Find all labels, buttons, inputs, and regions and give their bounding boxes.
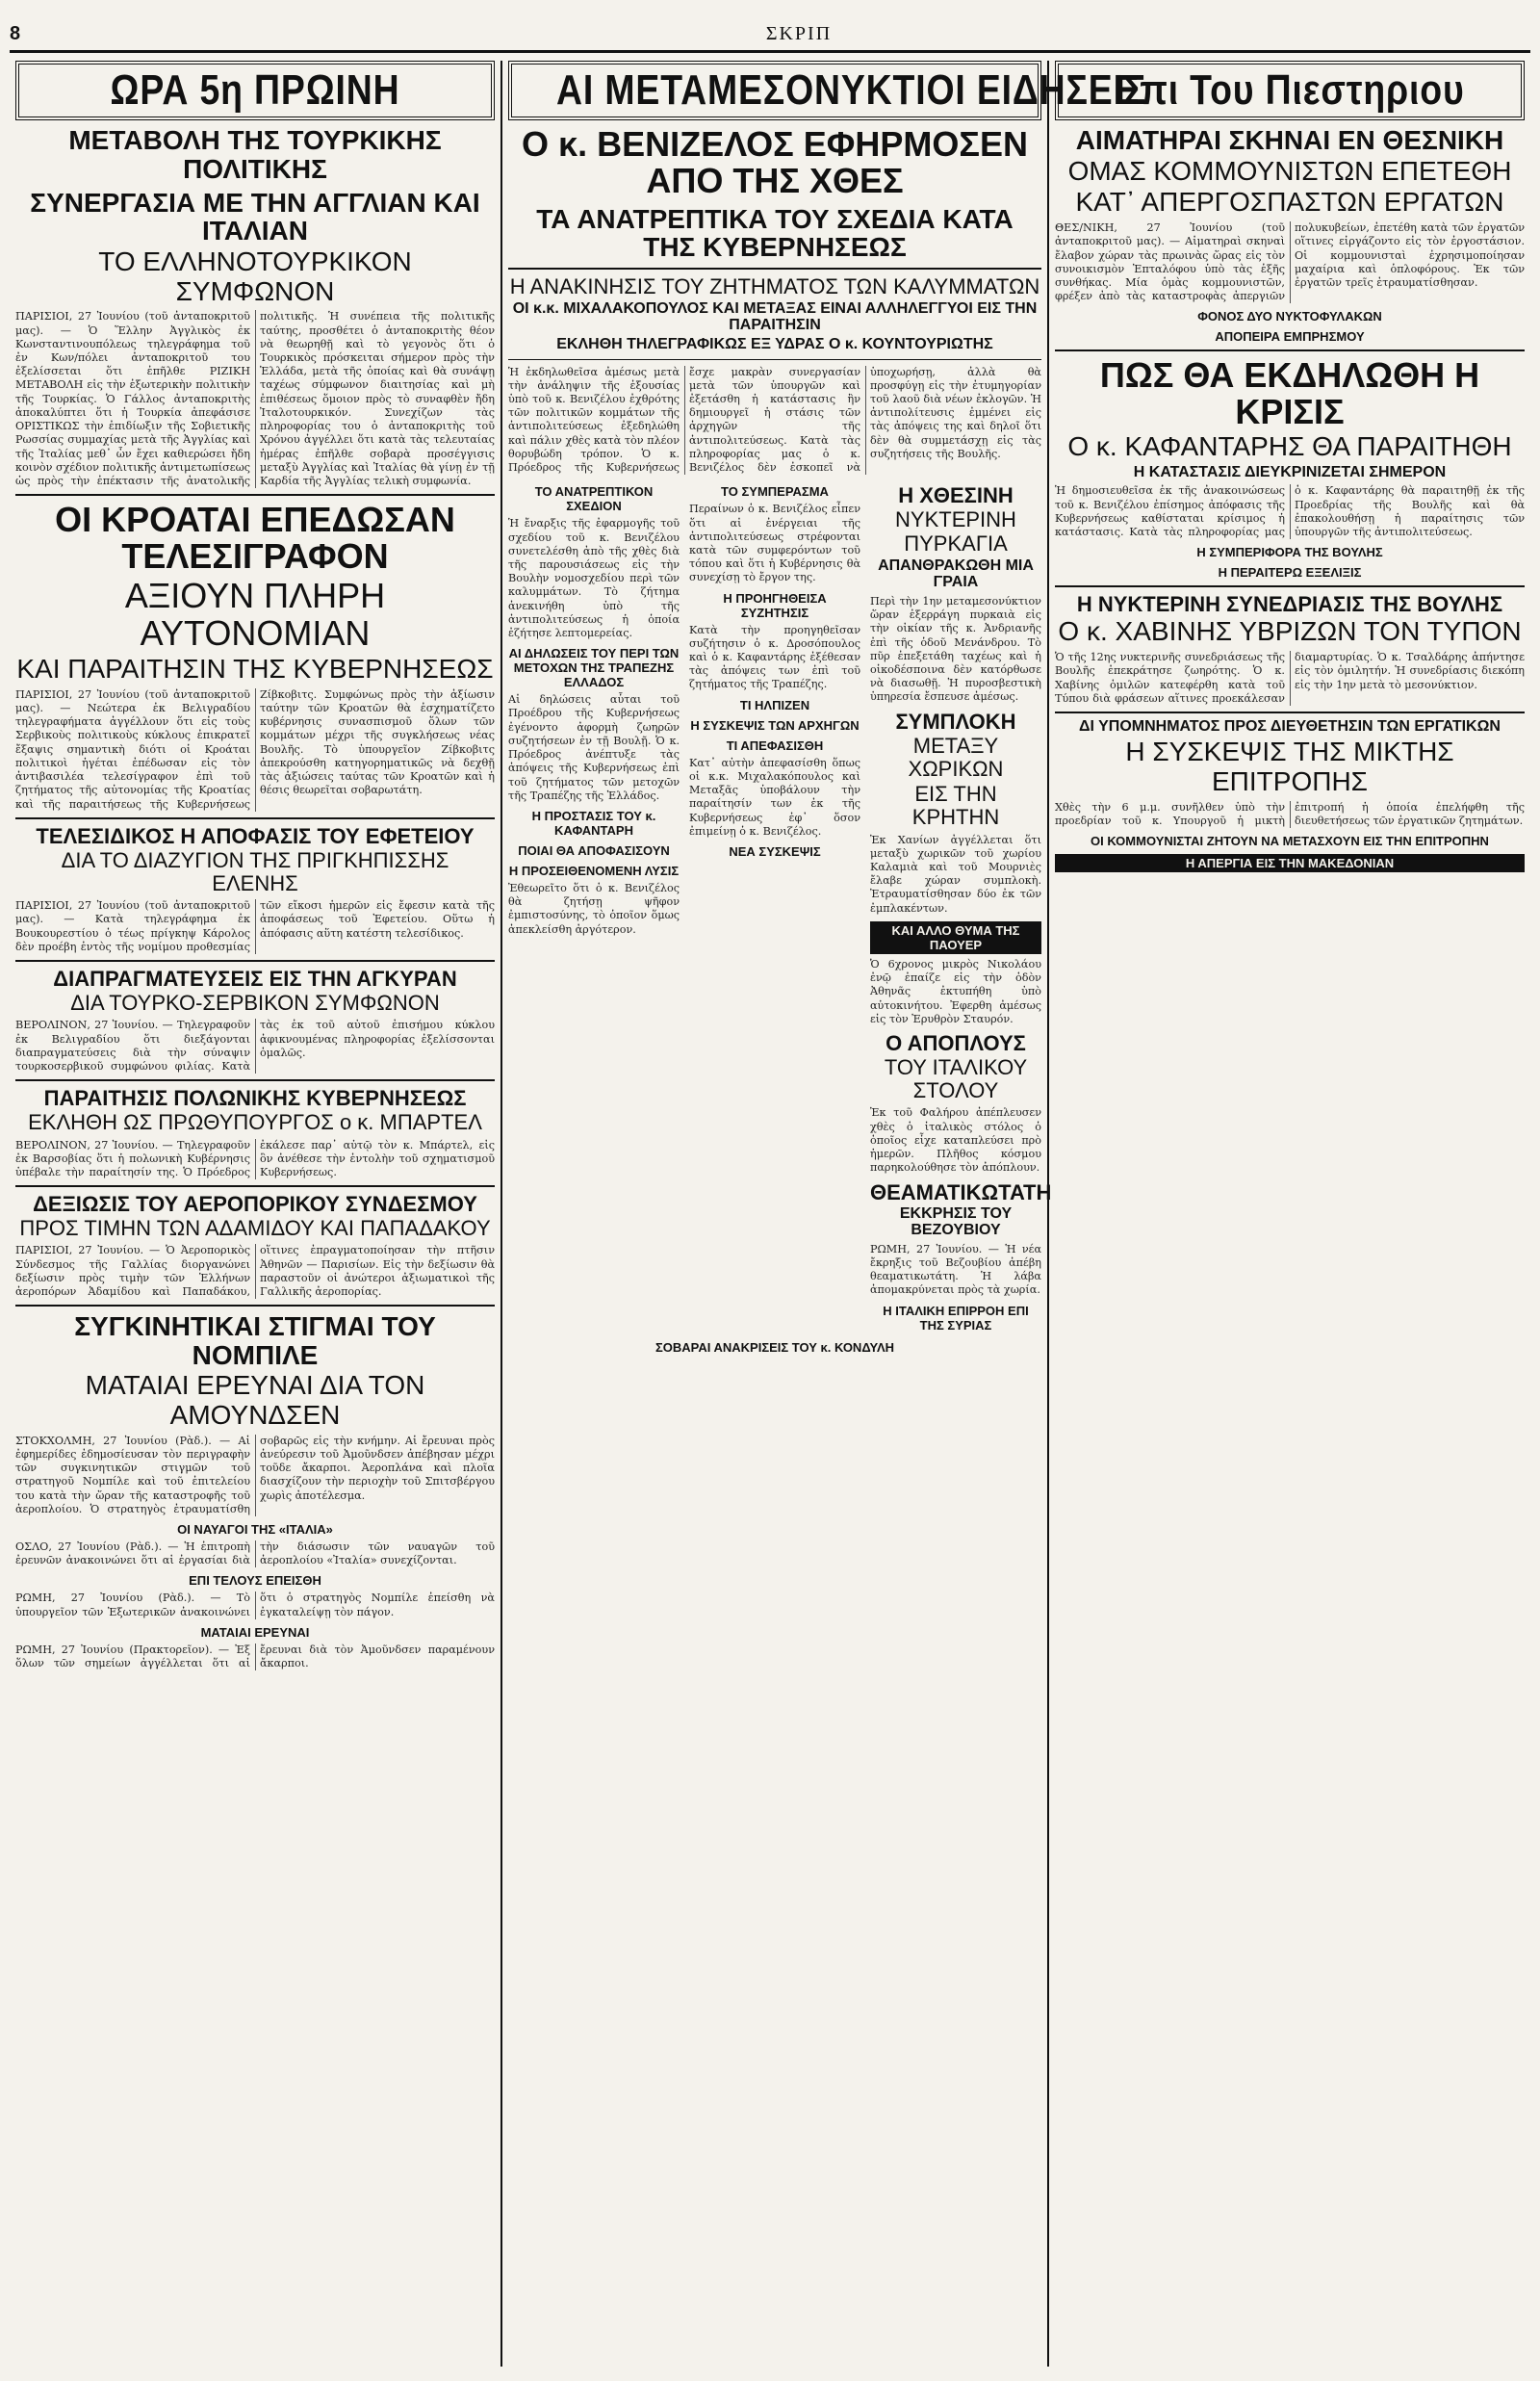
headline-divorce: ΔΙΑ ΤΟ ΔΙΑΖΥΓΙΟΝ ΤΗΣ ΠΡΙΓΚΗΠΙΣΣΗΣ ΕΛΕΝΗΣ xyxy=(61,847,449,896)
headline-court: ΤΕΛΕΣΙΔΙΚΟΣ Η ΑΠΟΦΑΣΙΣ ΤΟΥ ΕΦΕΤΕΙΟΥ xyxy=(36,823,475,848)
subhead-decided: ΤΙ ΑΠΕΦΑΣΙΣΘΗ xyxy=(726,738,824,753)
subhead-solution: Η ΠΡΟΣΕΙΘΕΝΟΜΕΝΗ ΛΥΣΙΣ xyxy=(508,864,680,878)
mid-left xyxy=(508,479,680,1333)
article-croats: ΠΑΡΙΣΙΟΙ, 27 Ἰουνίου (τοῦ ἀνταποκριτοῦ μας). — Νεώτερα ἐκ Βελιγραδίου τηλεγραφήματα ἀγγέλλουν ὅτι εἰς τοὺς Σερβικοὺς πολιτικοὺς κύκλους ἐπικρατεῖ ἔξαψις σημαντικὴ διότι οἱ Κροάται πολιτικοὶ ἡγέται ἐπέδωσαν εἰς τὸν ἀντιβασιλέα τελεσίγραφον ἐπὶ τοῦ ζητήματος τῆς αὐτονομίας τῆς Κροατίας καὶ τῆς παραιτήσεως τῆς Κυβερνήσεως Ζίβκοβιτς. Συμφώνως πρὸς τὴν ἀξίωσιν ταύτην τῶν Κροατῶν θὰ ἐσχηματίζετο κυβέρνησις συνασπισμοῦ ὅλων τῶν κομμάτων μέχρι τῆς συγκλήσεως νέας Βουλῆς. Τὸ ὑπουργεῖον Ζίβκοβιτς ἀπεκρούσθη κατηγορηματικῶς νὰ δεχθῇ τὰς ἀξιώσεις ταύτας τῶν Κροατῶν καὶ ἡ θέσις θεωρεῖται σοβαρωτάτη. xyxy=(15,687,495,811)
headline-night-fire: ΝΥΚΤΕΡΙΝΗ ΠΥΡΚΑΓΙΑ xyxy=(895,507,1016,556)
headline-coverings: Η ΑΝΑΚΙΝΗΣΙΣ ΤΟΥ ΖΗΤΗΜΑΤΟΣ ΤΩΝ ΚΑΛΥΜΜΑΤΩΝ xyxy=(509,273,1040,298)
subhead-kafantaris: Η ΠΡΟΣΤΑΣΙΣ ΤΟΥ κ. ΚΑΦΑΝΤΑΡΗ xyxy=(531,809,656,838)
subhead-new-meeting: ΝΕΑ ΣΥΣΚΕΨΙΣ xyxy=(729,844,821,859)
article-power: Ὁ 6χρονος μικρὸς Νικολάου ἐνῷ ἐπαίζε εἰς τὴν ὁδὸν Ἀθηνᾶς ἐκτυπήθη ὑπὸ αὐτοκινήτου. Ἐφερθη ἀμέσως εἰς τὸν Ἐρυθρὸν Σταυρόν. xyxy=(870,957,1041,1025)
divider xyxy=(15,1079,495,1081)
article-debate: Κατὰ τὴν προηγηθεῖσαν συζήτησιν ὁ κ. Δροσόπουλος καὶ ὁ κ. Καφαντάρης ἐξέθεσαν τὰς ἀπόψεις των ἐπὶ τοῦ ζητήματος τῆς Τραπέζης. xyxy=(689,623,860,691)
headline-bloody: ΑΙΜΑΤΗΡΑΙ ΣΚΗΝΑΙ ΕΝ ΘΕΣΝΙΚΗ xyxy=(1075,125,1504,156)
article-crisis: Ἡ δημοσιευθεῖσα ἐκ τῆς ἀνακοινώσεως τοῦ κ. Βενιζέλου ἐπίσημος ἀπόφασις τῆς Κυβερνήσεως καθίσταται κρίσιμος ἡ κατάστασις. Κατὰ τὰς πληροφορίας μας ὁ κ. Καφαντάρης θὰ παραιτηθῇ ἐκ τῆς Προεδρίας τῆς Βουλῆς καὶ θὰ ἐπακολουθήσῃ ἡ παραίτησις τῶν ὑπουργῶν τῆς ἀντιπολιτεύσεως. xyxy=(1055,484,1525,539)
article-solution: Ἐθεωρεῖτο ὅτι ὁ κ. Βενιζέλος θὰ ζητήσῃ ψῆφον ἐμπιστοσύνης, τὸ ὁποῖον ὅμως ἀπεκλείσθη ἀργότερον. xyxy=(508,882,680,936)
headline-vesuvius: ΕΚΚΡΗΣΙΣ ΤΟΥ ΒΕΖΟΥΒΙΟΥ xyxy=(899,1204,1013,1239)
article-persuaded: ΡΩΜΗ, 27 Ἰουνίου (Ρὰδ.). — Τὸ ὑπουργεῖον τῶν Ἐξωτερικῶν ἀνακοινώνει ὅτι ὁ στρατηγὸς Νομπίλε ἐπείσθη νὰ ἐγκαταλείψῃ τὸν πάγον. xyxy=(15,1592,495,1618)
headline-nobile: ΣΥΓΚΙΝΗΤΙΚΑΙ ΣΤΙΓΜΑΙ ΤΟΥ ΝΟΜΠΙΛΕ xyxy=(74,1311,436,1370)
headline-memo: ΔΙ ΥΠΟΜΝΗΜΑΤΟΣ ΠΡΟΣ ΔΙΕΥΘΕΤΗΣΙΝ ΤΩΝ ΕΡΓΑΤΙΚΩΝ xyxy=(1079,718,1501,736)
article-fire: Περὶ τὴν 1ην μεταμεσονύκτιον ὥραν ἐξερράγη πυρκαιὰ εἰς τὴν οἰκίαν τῆς κ. Ἀνδριανῆς ἐπὶ τῆς ὁδοῦ Μενάνδρου. Τὸ πῦρ ἐπεξετάθη ταχέως καὶ ἡ οἰκοδέσποινα δὲν κατόρθωσε νὰ διασωθῇ. Ἡ πυροσβεστικὴ ὑπηρεσία ἔσπευσε ἀμέσως. xyxy=(870,594,1041,704)
columns xyxy=(10,61,1530,2367)
article-ankara: ΒΕΡΟΛΙΝΟΝ, 27 Ἰουνίου. — Τηλεγραφοῦν ἐκ Βελιγραδίου ὅτι διεξάγονται διαπραγματεύσεις διὰ τὴν σύναψιν τουρκοσερβικοῦ συμφώνου φιλίας. Κατὰ τὰς ἐκ τοῦ αὐτοῦ ἐπισήμου κύκλου ἀφικνουμένας πληροφορίας ἐξελίσσονται ὁμαλῶς. xyxy=(15,1019,495,1074)
running-head: ΣΚΡΙΠ xyxy=(765,22,833,44)
article-conclusion: Περαίνων ὁ κ. Βενιζέλος εἶπεν ὅτι αἱ ἐνέργειαι τῆς ἀντιπολιτεύσεως στρέφονται κατὰ τῶν συμφερόντων τοῦ τόπου καὶ ὅτι ἡ Κυβέρνησις θὰ συνεχίσῃ τὸ ἔργον της. xyxy=(689,503,860,584)
headline-havinis: Ο κ. ΧΑΒΙΝΗΣ ΥΒΡΙΖΩΝ ΤΟΝ ΤΥΠΟΝ xyxy=(1058,616,1522,647)
divider xyxy=(508,359,1041,360)
headline-communists: ΟΜΑΣ ΚΟΜΜΟΥΝΙΣΤΩΝ ΕΠΕΤΕΘΗ xyxy=(1067,155,1512,186)
headline-departure: Ο ΑΠΟΠΛΟΥΣ xyxy=(886,1030,1026,1055)
article-fleet: Ἐκ τοῦ Φαλήρου ἀπέπλευσεν χθὲς ὁ ἰταλικὸς στόλος ὁ ὁποῖος εἶχε καταπλεύσει πρὸ ἡμερῶν. Πλῆθος κόσμου παρηκολούθησε τὸν ἀπόπλουν. xyxy=(870,1106,1041,1175)
footer-inquiries: ΣΟΒΑΡΑΙ ΑΝΑΚΡΙΣΕΙΣ ΤΟΥ κ. ΚΟΝΔΥΛΗ xyxy=(654,1339,895,1355)
divider xyxy=(508,268,1041,270)
divider xyxy=(15,960,495,962)
article-vesuvius: ΡΩΜΗ, 27 Ἰουνίου. — Ἡ νέα ἔκρηξις τοῦ Βεζουβίου ἀπέβη θεαματικωτάτη. Ἡ λάβα ἀπομακρύνεται πρὸς τὰ χωρία. xyxy=(870,1242,1041,1297)
headline-committee: Η ΣΥΣΚΕΨΙΣ ΤΗΣ ΜΙΚΤΗΣ ΕΠΙΤΡΟΠΗΣ xyxy=(1125,736,1454,796)
column-middle xyxy=(502,61,1147,2367)
subhead-hoped: ΤΙ ΗΛΠΙΖΕΝ xyxy=(739,697,810,712)
headline-amundsen: ΜΑΤΑΙΑΙ ΕΡΕΥΝΑΙ ΔΙΑ ΤΟΝ ΑΜΟΥΝΔΣΕΝ xyxy=(85,1370,425,1430)
article-session: Ὁ τῆς 12ης νυκτερινῆς συνεδριάσεως τῆς Βουλῆς ἐπεκράτησε ζωηρότης. Ὁ κ. Χαβίνης ὁμιλῶν κατεφέρθη κατὰ τοῦ Τύπου διὰ φράσεων αἵτινες προεκάλεσαν διαμαρτυρίας. Ὁ κ. Τσαλδάρης ἀπήντησε εἰς τὸν ὁμιλητήν. Ἡ συνεδρίασις διεκόπη εἰς τὴν 1ην μετὰ τὸ μεσονύκτιον. xyxy=(1055,651,1525,705)
headline-clash: ΣΥΜΠΛΟΚΗ xyxy=(895,709,1016,734)
article-turkish-policy: ΠΑΡΙΣΙΟΙ, 27 Ἰουνίου (τοῦ ἀνταποκριτοῦ μας). — Ὁ Ἕλλην Ἀγγλικὸς ἐκ Κωνσταντινουπόλεως τηλεγράφημα τοῦ ἐν Κων/πόλει ἀνταποκριτοῦ του ἐξελίσσεται ὅτι ἐπῆλθε ΡΙΖΙΚΗ ΜΕΤΑΒΟΛΗ εἰς τὴν ἐξωτερικὴν πολιτικὴν τῆς Τουρκίας. Ὁ Γάλλος ἀνταποκριτὴς ἀποκαλύπτει ὅτι ἡ Τουρκία ἀπεφάσισε ΟΡΙΣΤΙΚΩΣ τὴν ἐπιδίωξιν τῆς Σοβιετικῆς Ρωσσίας συμμαχίας μετὰ τῆς Ἀγγλίας καὶ τῆς Ἰταλίας μεθ᾽ ὧν ἔχει καθιερώσει ἤδη κοινὸν σχέδιον πολιτικῆς ἀντιμετωπίσεως ὡς πρὸς τὴν ἐπέκτασιν τῆς ἀνατολικῆς πολιτικῆς. Ἡ συνέπεια τῆς πολιτικῆς ταύτης, προσθέτει ὁ ἀνταποκριτὴς θέον νὰ θεωρηθῇ καὶ τὸ γεγονὸς ὅτι ὁ Τουρκικὸς πρόσκειται σήμερον πρὸς τὴν Ἑλλάδα, μετὰ τῆς ὁποίας καὶ θὰ συνάψῃ ταχέως σύμφωνον διαιτησίας καὶ μὴ ἐπιθέσεως ὅμοιον πρὸς τὸ συναφθὲν ἤδη Ἰταλοτουρκικόν. Συνεχίζων τὰς πληροφορίας του ὁ ἀνταποκριτὴς τοῦ Χρόνου ἀγγέλλει ὅτι κατὰ τὰς τελευταίας ἡμέρας ἐπῆλθε σοβαρὰ προσέγγισις μεταξὺ Ἀγγλίας καὶ Ἰταλίας θὰ γίνῃ ἐν τῇ Καρδία τῆς Ἀγγλίας τελικὴ συμφωνία. xyxy=(15,310,495,487)
divider xyxy=(15,1305,495,1307)
headline-aero: ΔΕΞΙΩΣΙΣ ΤΟΥ ΑΕΡΟΠΟΡΙΚΟΥ ΣΥΝΔΕΣΜΟΥ xyxy=(33,1192,477,1217)
headline-ministers: ΟΙ κ.κ. ΜΙΧΑΛΑΚΟΠΟΥΛΟΣ ΚΑΙ ΜΕΤΑΞΑΣ ΕΙΝΑΙ ΑΛΛΗΛΕΓΓΥΟΙ ΕΙΣ ΤΗΝ ΠΑΡΑΙΤΗΣΙΝ xyxy=(512,299,1038,334)
subhead-evolution: Η ΠΕΡΑΙΤΕΡΩ ΕΞΕΛΙΞΙΣ xyxy=(1218,565,1362,581)
mid-right xyxy=(870,479,1052,1333)
headline-aviators: ΠΡΟΣ ΤΙΜΗΝ ΤΩΝ ΑΔΑΜΙΔΟΥ ΚΑΙ ΠΑΠΑΔΑΚΟΥ xyxy=(19,1216,491,1241)
divider xyxy=(15,817,495,819)
headline-poland: ΠΑΡΑΙΤΗΣΙΣ ΠΟΛΩΝΙΚΗΣ ΚΥΒΕΡΝΗΣΕΩΣ xyxy=(43,1086,467,1111)
article-venizelos: Ἡ ἐκδηλωθεῖσα ἀμέσως μετὰ τὴν ἀνάληψιν τῆς ἐξουσίας ὑπὸ τοῦ κ. Βενιζέλου ἐχθρότης τῶν πολιτικῶν κομμάτων τῆς ἀντιπολιτεύσεως ἐξεδηλώθη καὶ πάλιν χθὲς κατὰ τὸν πλέον θορυβώδη τρόπον. Ὁ κ. Πρόεδρος τῆς Κυβερνήσεως ἔσχε μακρὰν συνεργασίαν μετὰ τῶν ὑπουργῶν καὶ ἐξετάσθη ἡ κατάστασις ἣν δημιουργεῖ ἡ στάσις τῶν ἀρχηγῶν τῆς ἀντιπολιτεύσεως. Κατὰ τὰς πληροφορίας μας ὁ κ. Βενιζέλος δὲν ἐσκοπεῖ νὰ ὑποχωρήσῃ, ἀλλὰ θὰ προσφύγῃ εἰς τὴν ἐτυμηγορίαν τοῦ λαοῦ διὰ νέων ἐκλογῶν. Ἡ ἀντιπολίτευσις ἐμμένει εἰς τὰς ἀπόψεις της καὶ δηλοῖ ὅτι δὲν θὰ συμμετάσχῃ εἰς τὰς συζητήσεις τῆς Βουλῆς. xyxy=(508,365,1041,475)
headline-resignation: ΚΑΙ ΠΑΡΑΙΤΗΣΙΝ ΤΗΣ ΚΥΒΕΡΝΗΣΕΩΣ xyxy=(16,653,494,684)
subhead-arson: ΑΠΟΠΕΙΡΑ ΕΜΠΡΗΣΜΟΥ xyxy=(1215,329,1365,345)
divider xyxy=(15,1185,495,1187)
subhead-italia: ΟΙ ΝΑΥΑΓΟΙ ΤΗΣ «ΙΤΑΛΙΑ» xyxy=(177,1522,333,1538)
subhead-macedonia-strike: Η ΑΠΕΡΓΙΑ ΕΙΣ ΤΗΝ ΜΑΚΕΔΟΝΙΑΝ xyxy=(1055,854,1525,872)
subhead-communists-join: ΟΙ ΚΟΜΜΟΥΝΙΣΤΑΙ ΖΗΤΟΥΝ ΝΑ ΜΕΤΑΣΧΟΥΝ ΕΙΣ ΤΗΝ ΕΠΙΤΡΟΠΗΝ xyxy=(1091,833,1489,848)
divider xyxy=(1055,712,1525,713)
banner-midnight-news: ΑΙ ΜΕΤΑΜΕΣΟΝΥΚΤΙΟΙ ΕΙΔΗΣΕΙΣ xyxy=(508,61,1041,120)
subhead-who-decide: ΠΟΙΑΙ ΘΑ ΑΠΟΦΑΣΙΣΟΥΝ xyxy=(518,843,670,858)
subhead-guards: ΦΟΝΟΣ ΔΥΟ ΝΥΚΤΟΦΥΛΑΚΩΝ xyxy=(1197,309,1382,324)
headline-fleet: ΤΟΥ ΙΤΑΛΙΚΟΥ ΣΤΟΛΟΥ xyxy=(884,1055,1028,1103)
divider xyxy=(1055,585,1525,587)
article-searches: ΡΩΜΗ, 27 Ἰουνίου (Πρακτορεῖον). — Ἐξ ὅλων τῶν σημείων ἀγγέλλεται ὅτι αἱ ἔρευναι διὰ τὸν Ἀμοῦνδσεν παραμένουν ἄκαρποι. xyxy=(15,1643,495,1670)
article-decided: Κατ᾽ αὐτὴν ἀπεφασίσθη ὅπως οἱ κ.κ. Μιχαλακόπουλος καὶ Μεταξᾶς ὑποβάλουν τὴν παραίτησίν των ἐκ τῆς Κυβερνήσεως ἐφ᾽ ὅσον ἐπιμείνῃ ὁ κ. Βενιζέλος. xyxy=(689,756,860,838)
headline-greek-turkish: ΤΟ ΕΛΛΗΝΟΤΟΥΡΚΙΚΟΝ ΣΥΜΦΩΝΟΝ xyxy=(98,246,412,306)
headline-villagers: ΜΕΤΑΞΥ ΧΩΡΙΚΩΝ xyxy=(908,733,1004,781)
mid-center xyxy=(689,479,860,1333)
subhead-syria: Η ΙΤΑΛΙΚΗ ΕΠΙΡΡΟΗ ΕΠΙ ΤΗΣ ΣΥΡΙΑΣ xyxy=(883,1303,1029,1333)
subhead-debate: Η ΠΡΟΗΓΗΘΕΙΣΑ ΣΥΖΗΤΗΣΙΣ xyxy=(723,590,827,620)
headline-spectacular: ΘΕΑΜΑΤΙΚΩΤΑΤΗ xyxy=(870,1179,1052,1204)
article-committee: Χθὲς τὴν 6 μ.μ. συνῆλθεν ὑπὸ τὴν προεδρίαν τοῦ κ. Υπουργοῦ ἡ μικτὴ ἐπιτροπή ἡ ὁποία ἐπελήφθη τῆς διευθετήσεως τῶν ἐργατικῶν ζητημάτων. xyxy=(1055,800,1525,827)
column-left xyxy=(10,61,502,2367)
headline-ankara: ΔΙΑΠΡΑΓΜΑΤΕΥΣΕΙΣ ΕΙΣ ΤΗΝ ΑΓΚΥΡΑΝ xyxy=(53,967,457,992)
subhead-plan: ΤΟ ΑΝΑΤΡΕΠΤΙΚΟΝ ΣΧΕΔΙΟΝ xyxy=(534,484,654,514)
headline-autonomy: ΑΞΙΟΥΝ ΠΛΗΡΗ ΑΥΤΟΝΟΜΙΑΝ xyxy=(124,575,386,654)
mid-grid xyxy=(508,479,1052,1333)
article-crete: Ἐκ Χανίων ἀγγέλλεται ὅτι μεταξὺ χωρικῶν τοῦ χωρίου Καλαμιὰ καὶ τοῦ Μουρνιὲς ἔλαβε χώραν συμπλοκὴ. Ἐτραυματίσθησαν δύο ἐκ τῶν ἐμπλακέντων. xyxy=(870,833,1041,915)
subhead-statements: ΑΙ ΔΗΛΩΣΕΙΣ ΤΟΥ ΠΕΡΙ ΤΩΝ ΜΕΤΟΧΩΝ ΤΗΣ ΤΡΑΠΕΖΗΣ ΕΛΛΑΔΟΣ xyxy=(508,646,680,690)
headline-venizelos: Ο κ. ΒΕΝΙΖΕΛΟΣ ΕΦΗΡΜΟΣΕΝ ΑΠΟ ΤΗΣ ΧΘΕΣ xyxy=(522,124,1028,200)
article-divorce: ΠΑΡΙΣΙΟΙ, 27 Ἰουνίου (τοῦ ἀνταποκριτοῦ μας). — Κατὰ τηλεγράφημα ἐκ Βουκουρεστίου ὁ τέως πρίγκηψ Κάρολος δὲν προέβη ἐντὸς τῆς νομίμου προθεσμίας τῶν εἴκοσι ἡμερῶν εἰς ἔφεσιν κατὰ τῆς ἀποφάσεως τοῦ Ἐφετείου. Οὕτω ἡ ἀπόφασις αὕτη κατέστη τελεσίδικος. xyxy=(15,899,495,953)
article-poland: ΒΕΡΟΛΙΝΟΝ, 27 Ἰουνίου. — Τηλεγραφοῦν ἐκ Βαρσοβίας ὅτι ἡ πολωνικὴ Κυβέρνησις ὑπέβαλε τὴν παραίτησίν της. Ὁ Πρόεδρος ἐκάλεσε παρ᾽ αὐτῷ τὸν κ. Μπάρτελ, εἰς ὃν ἀνέθεσε τὴν ἐντολὴν τοῦ σχηματισμοῦ Κυβερνήσεως. xyxy=(15,1138,495,1178)
banner-5am: ΩΡΑ 5η ΠΡΩΙΝΗ xyxy=(15,61,495,120)
article-plan: Ἡ ἔναρξις τῆς ἐφαρμογῆς τοῦ σχεδίου τοῦ κ. Βενιζέλου συνετελέσθη ἀπὸ τῆς χθὲς διὰ τῆς παρουσιάσεως εἰς τὴν Βουλὴν νομοσχεδίου περὶ τῶν καλυμμάτων. Τὸ ζήτημα ἀνεκινήθη ὑπὸ τῆς ἀντιπολιτεύσεως ἡ ὁποία ἐζήτησε λεπτομερείας. xyxy=(508,517,680,640)
headline-strikebreakers: ΚΑΤ᾽ ΑΠΕΡΓΟΣΠΑΣΤΩΝ ΕΡΓΑΤΩΝ xyxy=(1075,187,1504,218)
page-number: 8 xyxy=(10,22,21,44)
subhead-searches: ΜΑΤΑΙΑΙ ΕΡΕΥΝΑΙ xyxy=(200,1624,310,1640)
headline-pact: ΔΙΑ ΤΟΥΡΚΟ-ΣΕΡΒΙΚΟΝ ΣΥΜΦΩΝΟΝ xyxy=(70,991,440,1016)
headline-subversive: ΤΑ ΑΝΑΤΡΕΠΤΙΚΑ ΤΟΥ ΣΧΕΔΙΑ ΚΑΤΑ ΤΗΣ ΚΥΒΕΡΝΗΣΕΩΣ xyxy=(536,203,1014,263)
article-italia: ΟΣΛΟ, 27 Ἰουνίου (Ρὰδ.). — Ἡ ἐπιτροπὴ ἐρευνῶν ἀνακοινώνει ὅτι αἱ ἐργασίαι διὰ τὴν διάσωσιν τῶν ναυαγῶν τοῦ ἀεροπλοίου «Ἰταλία» συνεχίζονται. xyxy=(15,1540,495,1567)
article-thessaloniki: ΘΕΣ/ΝΙΚΗ, 27 Ἰουνίου (τοῦ ἀνταποκριτοῦ μας). — Αἱματηραὶ σκηναὶ ἔλαβον χώραν τὰς πρωινὰς ὥρας εἰς τὸν συνοικισμὸν Ἐπταλόφου ὑπὸ τὰς ἑξῆς συνθήκας. Μία ὁμὰς κομμουνιστῶν, φρέξεν ἀπὸ τὰς καταστροφὰς ἀπεργιῶν πολυκυβείων, ἐπετέθη κατὰ τῶν ἐργατῶν οἵτινες εἰργάζοντο εἰς τὸν ἐργοστάσιον. Οἱ κομμουνισταὶ ἐχρησιμοποίησαν μαχαίρια καὶ ὁπλοφόρους. Ἐκ τῶν ἐργατῶν τρεῖς ἐτραυματίσθησαν. xyxy=(1055,221,1525,303)
headline-situation: Η ΚΑΤΑΣΤΑΣΙΣ ΔΙΕΥΚΡΙΝΙΖΕΤΑΙ ΣΗΜΕΡΟΝ xyxy=(1133,463,1447,480)
article-nobile: ΣΤΟΚΧΟΛΜΗ, 27 Ἰουνίου (Ρὰδ.). — Αἱ ἐφημερίδες ἐδημοσίευσαν τὸν περιγραφὴν τῶν συγκινητικῶν στιγμῶν τοῦ στρατηγοῦ Νομπίλε καὶ τοῦ ἐπιτελείου του κατὰ τὴν ὥραν τῆς καταστροφῆς τοῦ ἀεροπλοίου. Ὁ στρατηγὸς ἐτραυματίσθη σοβαρῶς εἰς τὴν κνήμην. Αἱ ἔρευναι πρὸς ἀνεύρεσιν τοῦ Ἀμοῦνδσεν ἀπέβησαν μέχρι τοῦδε ἄκαρποι. Ἀεροπλάνα καὶ πλοῖα διασχίζουν τὴν περιοχὴν τοῦ Σπιτσβέργου χωρὶς ἀποτέλεσμα. xyxy=(15,1434,495,1515)
headline-crisis: ΠΩΣ ΘΑ ΕΚΔΗΛΩΘΗ Η ΚΡΙΣΙΣ xyxy=(1099,355,1480,432)
divider xyxy=(15,494,495,496)
headline-burned: ΑΠΑΝΘΡΑΚΩΘΗ ΜΙΑ ΓΡΑΙΑ xyxy=(878,556,1034,591)
subhead-conclusion: ΤΟ ΣΥΜΠΕΡΑΣΜΑ xyxy=(721,484,829,500)
subhead-persuaded: ΕΠΙ ΤΕΛΟΥΣ ΕΠΕΙΣΘΗ xyxy=(189,1573,321,1589)
subhead-parliament: Η ΣΥΜΠΕΡΙΦΟΡΑ ΤΗΣ ΒΟΥΛΗΣ xyxy=(1196,545,1383,560)
subhead-power-victim: ΚΑΙ ΑΛΛΟ ΘΥΜΑ ΤΗΣ ΠΑΟΥΕΡ xyxy=(870,921,1041,954)
headline-bartel: ΕΚΛΗΘΗ ΩΣ ΠΡΩΘΥΠΟΥΡΓΟΣ ο κ. ΜΠΑΡΤΕΛ xyxy=(28,1110,482,1135)
banner-press: Επι Του Πιεστηριου xyxy=(1055,61,1525,120)
headline-kountouriotis: ΕΚΛΗΘΗ ΤΗΛΕΓΡΑΦΙΚΩΣ ΕΞ ΥΔΡΑΣ Ο κ. ΚΟΥΝΤΟΥΡΙΩΤΗΣ xyxy=(556,335,993,352)
column-right xyxy=(1049,61,1530,2367)
headline-fire: Η ΧΘΕΣΙΝΗ xyxy=(898,483,1014,508)
article-statements: Αἱ δηλώσεις αὗται τοῦ Προέδρου τῆς Κυβερνήσεως ἐγένοντο ἀφορμὴ ζωηρῶν συζητήσεων ἐν τῇ Βουλῇ. Ὁ κ. Πρόεδρος ἀνέπτυξε τὰς ἀπόψεις τῆς Κυβερνήσεως ἐπὶ τοῦ ζητήματος τῶν μετοχῶν τῆς Τραπέζης τῆς Ἑλλάδος. xyxy=(508,693,680,802)
headline-kafantaris-resign: Ο κ. ΚΑΦΑΝΤΑΡΗΣ ΘΑ ΠΑΡΑΙΤΗΘΗ xyxy=(1067,431,1512,462)
headline-cooperation: ΣΥΝΕΡΓΑΣΙΑ ΜΕ ΤΗΝ ΑΓΓΛΙΑΝ ΚΑΙ ΙΤΑΛΙΑΝ xyxy=(30,187,480,246)
divider xyxy=(1055,349,1525,351)
headline-turkish-policy: ΜΕΤΑΒΟΛΗ ΤΗΣ ΤΟΥΡΚΙΚΗΣ ΠΟΛΙΤΙΚΗΣ xyxy=(68,125,442,184)
top-bar xyxy=(10,17,1530,53)
article-aero: ΠΑΡΙΣΙΟΙ, 27 Ἰουνίου. — Ὁ Ἀεροπορικὸς Σύνδεσμος τῆς Γαλλίας διοργανώνει δεξίωσιν πρὸς τιμὴν τῶν Ἑλλήνων ἀεροπόρων Ἀδαμίδου καὶ Παπαδάκου, οἵτινες ἐπραγματοποίησαν τὴν πτῆσιν Ἀθηνῶν — Παρισίων. Εἰς τὴν δεξίωσιν θὰ παραστοῦν οἱ ἀνώτεροι ἀξιωματικοὶ τῆς Γαλλικῆς ἀεροπορίας. xyxy=(15,1244,495,1299)
headline-croats: ΟΙ ΚΡΟΑΤΑΙ ΕΠΕΔΩΣΑΝ ΤΕΛΕΣΙΓΡΑΦΟΝ xyxy=(55,500,455,576)
subhead-leaders: Η ΣΥΣΚΕΨΙΣ ΤΩΝ ΑΡΧΗΓΩΝ xyxy=(690,717,860,733)
headline-crete: ΕΙΣ ΤΗΝ ΚΡΗΤΗΝ xyxy=(911,782,1000,830)
headline-night-session: Η ΝΥΚΤΕΡΙΝΗ ΣΥΝΕΔΡΙΑΣΙΣ ΤΗΣ ΒΟΥΛΗΣ xyxy=(1076,592,1503,617)
